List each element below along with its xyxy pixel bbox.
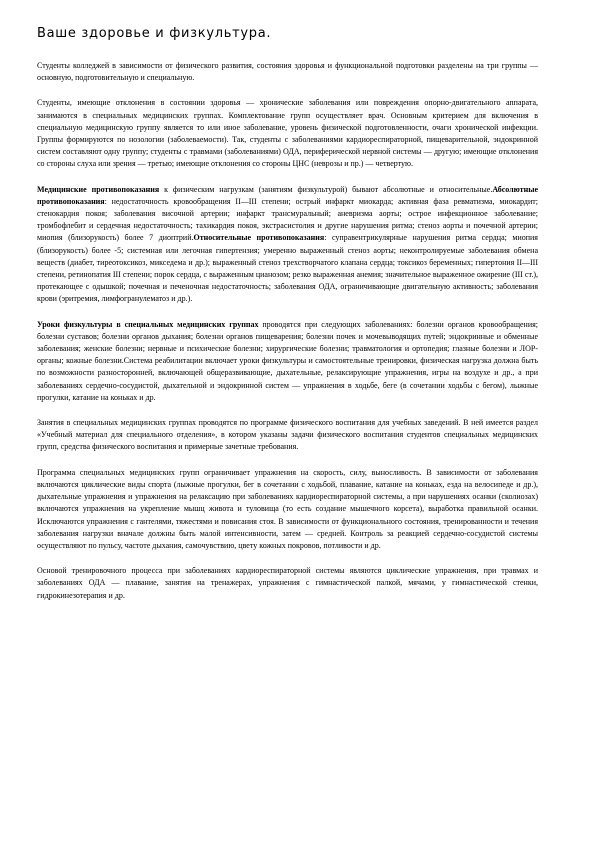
- paragraph-groups-intro: Студенты колледжей в зависимости от физического развития, состояния здоровья и функциональной подготовки разделены на три группы — основную, подготовительную и специальную.: [37, 61, 538, 83]
- paragraph-training-basis: Основой тренировочного процесса при заболеваниях кардиореспираторной системы являются циклические упражнения, при травмах и заболеваниях ОДА — плавание, занятия на тренажерах, упражнения с гимнастической палкой, мячами, у гимнастической стенки, гидрокинезотерапия и др.: [37, 566, 538, 600]
- bold-term-absolute-contraindications: Абсолютные противопоказания: [37, 184, 539, 206]
- text-contraindications-intro: к физическим нагрузкам (занятиям физкультурой) бывают абсолютные и относительные.: [159, 184, 493, 194]
- paragraph-contraindications: [37, 184, 538, 306]
- paragraph-program-limits: Программа специальных медицинских групп ограничивает упражнения на скорость, силу, выносливость. В зависимости от заболевания включаются циклические виды спорта (лыжные прогулки, бег в сочетании с ходьбой, плавание, катание на коньках, езда на велосипеде и др.), дыхательные упражнения и упражнения на релаксацию при заболеваниях кардиореспираторной системы, а при нарушениях осанки (сколиозах) включаются упражнения на укрепление мышц живота и туловища (то есть создание мышечного корсета), выработка правильной осанки. Исключаются упражнения с гантелями, тяжестями и повисания стоя. В зависимости от функционального состояния, тренированности и течения заболевания нагрузки вначале должны быть малой интенсивности, затем — средней. Контроль за реакцией сердечно-сосудистой системы осуществляют по пульсу, частоте дыхания, самочувствию, цвету кожных покровов, потливости и др.: [37, 467, 538, 550]
- bold-term-pe-lessons: Уроки физкультуры в специальных медицинских группах: [37, 319, 259, 329]
- paragraph-program: Занятия в специальных медицинских группах проводятся по программе физического воспитания для учебных заведений. В ней имеется раздел «Учебный материал для специального отделения», в котором указаны задачи физического воспитания студентов специальных медицинских групп, средства физического воспитания и примерные зачетные требования.: [37, 418, 538, 452]
- page-title: Ваше здоровье и физкультура.: [37, 26, 272, 41]
- text-absolute-contraindications: : недостаточность кровообращения II—III степени; острый инфаркт миокарда; активная фаза ревматизма, миокардит; стенокардия покоя; заболевания височной артерии; инфаркт трансмуральный; аневризма аорты; острое инфекционное заболевание; тромбофлебит и сердечная недостаточность; тахикардия покоя, экстрасистолия и другие нарушения ритма; стеноз аорты и почечной артерии; миопия (близорукость) более 7 диоптрий.: [37, 196, 538, 243]
- bold-term-relative-contraindications: Относительные противопоказания: [193, 233, 325, 243]
- text-pe-lessons: проводятся при следующих заболеваниях: болезни органов кровообращения; болезни суставов; болезни органов дыхания; болезни органов пищеварения; болезни почек и мочевыводящих путей; эндокринные и обменные заболевания; женские болезни; нервные и психические болезни; хирургические болезни; травматология и ортопедия; глазные болезни и ЛОР-органы; кожные болезни.Система реабилитации включает уроки физкультуры и самостоятельные тренировки, физическая нагрузка должна быть по возможности разносторонней, включающей общеразвивающие, дыхательные, релаксирующие упражнения, игры на воздухе и др., а при заболеваниях сердечно-сосудистой, дыхательной и эндокринной систем — упражнения в ходьбе, беге (в сочетании ходьбы с бегом), лыжные прогулки, катание на коньках и др.: [37, 319, 538, 402]
- text-relative-contraindications: : суправентрикулярные нарушения ритма сердца; миопия (близорукость) более -5; системная или легочная гипертензия; умеренно выраженный стеноз аорты; неконтролируемые заболевания обмена веществ (диабет, тиреотоксикоз, микседема и др.); выраженный стеноз трехстворчатого клапана сердца; токсикоз беременных; гипертония II—III степени, ретинопатия III степени; порок сердца, с выраженным цианозом; резко выраженная анемия; значительное выраженное ожирение (III ст.), протекающее с одышкой; почечная и печеночная недостаточность; заболевания ОДА, ограничивающие двигательную активность; заболевания крови (эритремия, лимфогранулематоз и др.).: [37, 233, 538, 304]
- paragraph-pe-lessons: [37, 319, 538, 404]
- bold-term-medical-contraindications: Медицинские противопоказания: [37, 184, 160, 194]
- paragraph-special-groups: Студенты, имеющие отклонения в состоянии здоровья — хронические заболевания или повреждения опорно-двигательного аппарата, занимаются в специальных медицинских группах. Комплектование групп осуществляет врач. Основным критерием для включения в специальную медицинскую группу является то или иное заболевание, уровень физической подготовленности, очаги хронической инфекции. Группы формируются по нозологии (заболеваемости). Так, студенты с заболеваниями кардиореспираторной, пищеварительной, эндокринной систем составляют одну группу; студенты с травмами (заболеваниями) ОДА, периферической нервной системы — другую; имеющие отклонения со стороны слуха или зрения — третью; имеющие отклонения со стороны ЦНС (неврозы и пр.) — четвертую.: [37, 98, 538, 169]
